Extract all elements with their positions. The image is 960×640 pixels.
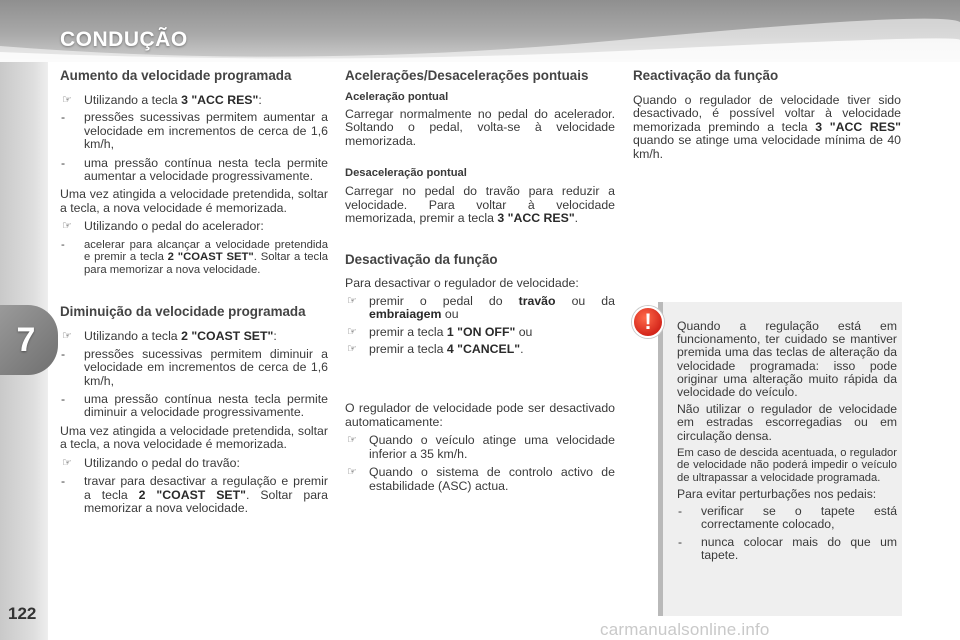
paragraph: Carregar normalmente no pedal do acelerador. Soltando o pedal, volta-se à velocidade memorizada.	[345, 107, 615, 148]
warning-paragraph: Em caso de descida acentuada, o regulador de velocidade não poderá impedir o veículo de ultrapassar a velocidade programada.	[677, 446, 897, 484]
section-title-deactivation: Desactivação da função	[345, 252, 498, 268]
paragraph: Para desactivar o regulador de velocidade:	[345, 276, 579, 291]
list-item: - travar para desactivar a regulação e premir a tecla 2 "COAST SET". Soltar para memorizar a nova velocidade.	[61, 474, 328, 515]
list-item: - acelerar para alcançar a velocidade pretendida e premir a tecla 2 "COAST SET". Soltar a tecla para memorizar a nova velocidade.	[61, 238, 328, 276]
list-item: - uma pressão contínua nesta tecla permite aumentar a velocidade progressivamente.	[61, 155, 328, 184]
section-title-punctual: Acelerações/Desacelerações pontuais	[345, 68, 589, 83]
pointing-hand-icon: ☞	[62, 94, 72, 106]
watermark: carmanualsonline.info	[600, 620, 770, 639]
warning-list-item: - nunca colocar mais do que um tapete.	[678, 534, 897, 562]
warning-paragraph: Quando a regulação está em funcionamento, ter cuidado se mantiver premida uma das teclas de alteração da velocidade programada: isso pode originar uma alteração muito rápida da velocidade do veículo.	[677, 319, 897, 400]
list-item: ☞ Quando o veículo atinge uma velocidade inferior a 35 km/h.	[347, 433, 615, 461]
section-title-reactivation: Reactivação da função	[633, 68, 779, 83]
list-item: ☞ Utilizando a tecla 3 "ACC RES":	[62, 93, 262, 107]
chapter-number: 7	[16, 320, 36, 359]
list-item: ☞ premir a tecla 4 "CANCEL".	[347, 342, 524, 357]
section-title-decrease: Diminuição da velocidade programada	[60, 304, 306, 320]
section-title-increase: Aumento da velocidade programada	[60, 68, 292, 83]
paragraph: Uma vez atingida a velocidade pretendida, soltar a tecla, a nova velocidade é memorizada.	[60, 423, 328, 452]
chapter-tab	[0, 305, 58, 375]
paragraph: Uma vez atingida a velocidade pretendida, soltar a tecla, a nova velocidade é memorizada.	[60, 187, 328, 215]
pointing-hand-icon: ☞	[347, 343, 357, 356]
paragraph: Quando o regulador de velocidade tiver sido desactivado, é possível voltar à velocidade memorizada premindo a tecla 3 "ACC RES" quando se atinge uma velocidade mínima de 40 km/h.	[633, 93, 901, 161]
list-item: - pressões sucessivas permitem diminuir a velocidade em incrementos de cerca de 1,6 km/h,	[61, 346, 328, 388]
list-item: ☞ Quando o sistema de controlo activo de estabilidade (ASC) actua.	[347, 465, 615, 493]
exclamation-icon: !	[632, 306, 664, 338]
page-title: CONDUÇÃO	[60, 28, 188, 51]
column-right	[633, 64, 901, 161]
warning-paragraph: Não utilizar o regulador de velocidade em estradas escorregadias ou em circulação densa.	[677, 402, 897, 443]
list-item: ☞ Utilizando a tecla 2 "COAST SET":	[62, 329, 277, 344]
warning-box	[658, 302, 902, 616]
warning-list-item: - verificar se o tapete está correctamente colocado,	[678, 504, 897, 532]
pointing-hand-icon: ☞	[62, 456, 72, 469]
pointing-hand-icon: ☞	[347, 466, 357, 479]
paragraph: O regulador de velocidade pode ser desactivado automaticamente:	[345, 401, 615, 429]
subsection-title-acceleration: Aceleração pontual	[345, 91, 449, 103]
header-band	[0, 0, 960, 62]
warning-paragraph: Para evitar perturbações nos pedais:	[677, 487, 877, 502]
pointing-hand-icon: ☞	[347, 294, 357, 307]
list-item: - pressões sucessivas permitem aumentar a velocidade em incrementos de cerca de 1,6 km/h,	[61, 110, 328, 152]
pointing-hand-icon: ☞	[347, 434, 357, 447]
list-item: ☞ Utilizando o pedal do acelerador:	[62, 219, 264, 234]
column-middle	[345, 64, 615, 493]
subsection-title-deceleration: Desaceleração pontual	[345, 167, 467, 180]
column-left	[60, 64, 328, 515]
list-item: ☞ premir a tecla 1 "ON OFF" ou	[347, 324, 533, 339]
page-number: 122	[8, 604, 37, 623]
list-item: ☞ premir o pedal do travão ou da embraiagem ou	[347, 293, 615, 322]
paragraph: Carregar no pedal do travão para reduzir a velocidade. Para voltar à velocidade memorizada, premir a tecla 3 "ACC RES".	[345, 184, 615, 226]
pointing-hand-icon: ☞	[62, 330, 72, 343]
pointing-hand-icon: ☞	[347, 325, 357, 338]
list-item: ☞ Utilizando o pedal do travão:	[62, 455, 240, 470]
pointing-hand-icon: ☞	[62, 220, 72, 233]
list-item: - uma pressão contínua nesta tecla permite diminuir a velocidade progressivamente.	[61, 392, 328, 420]
warning-content	[677, 320, 897, 562]
